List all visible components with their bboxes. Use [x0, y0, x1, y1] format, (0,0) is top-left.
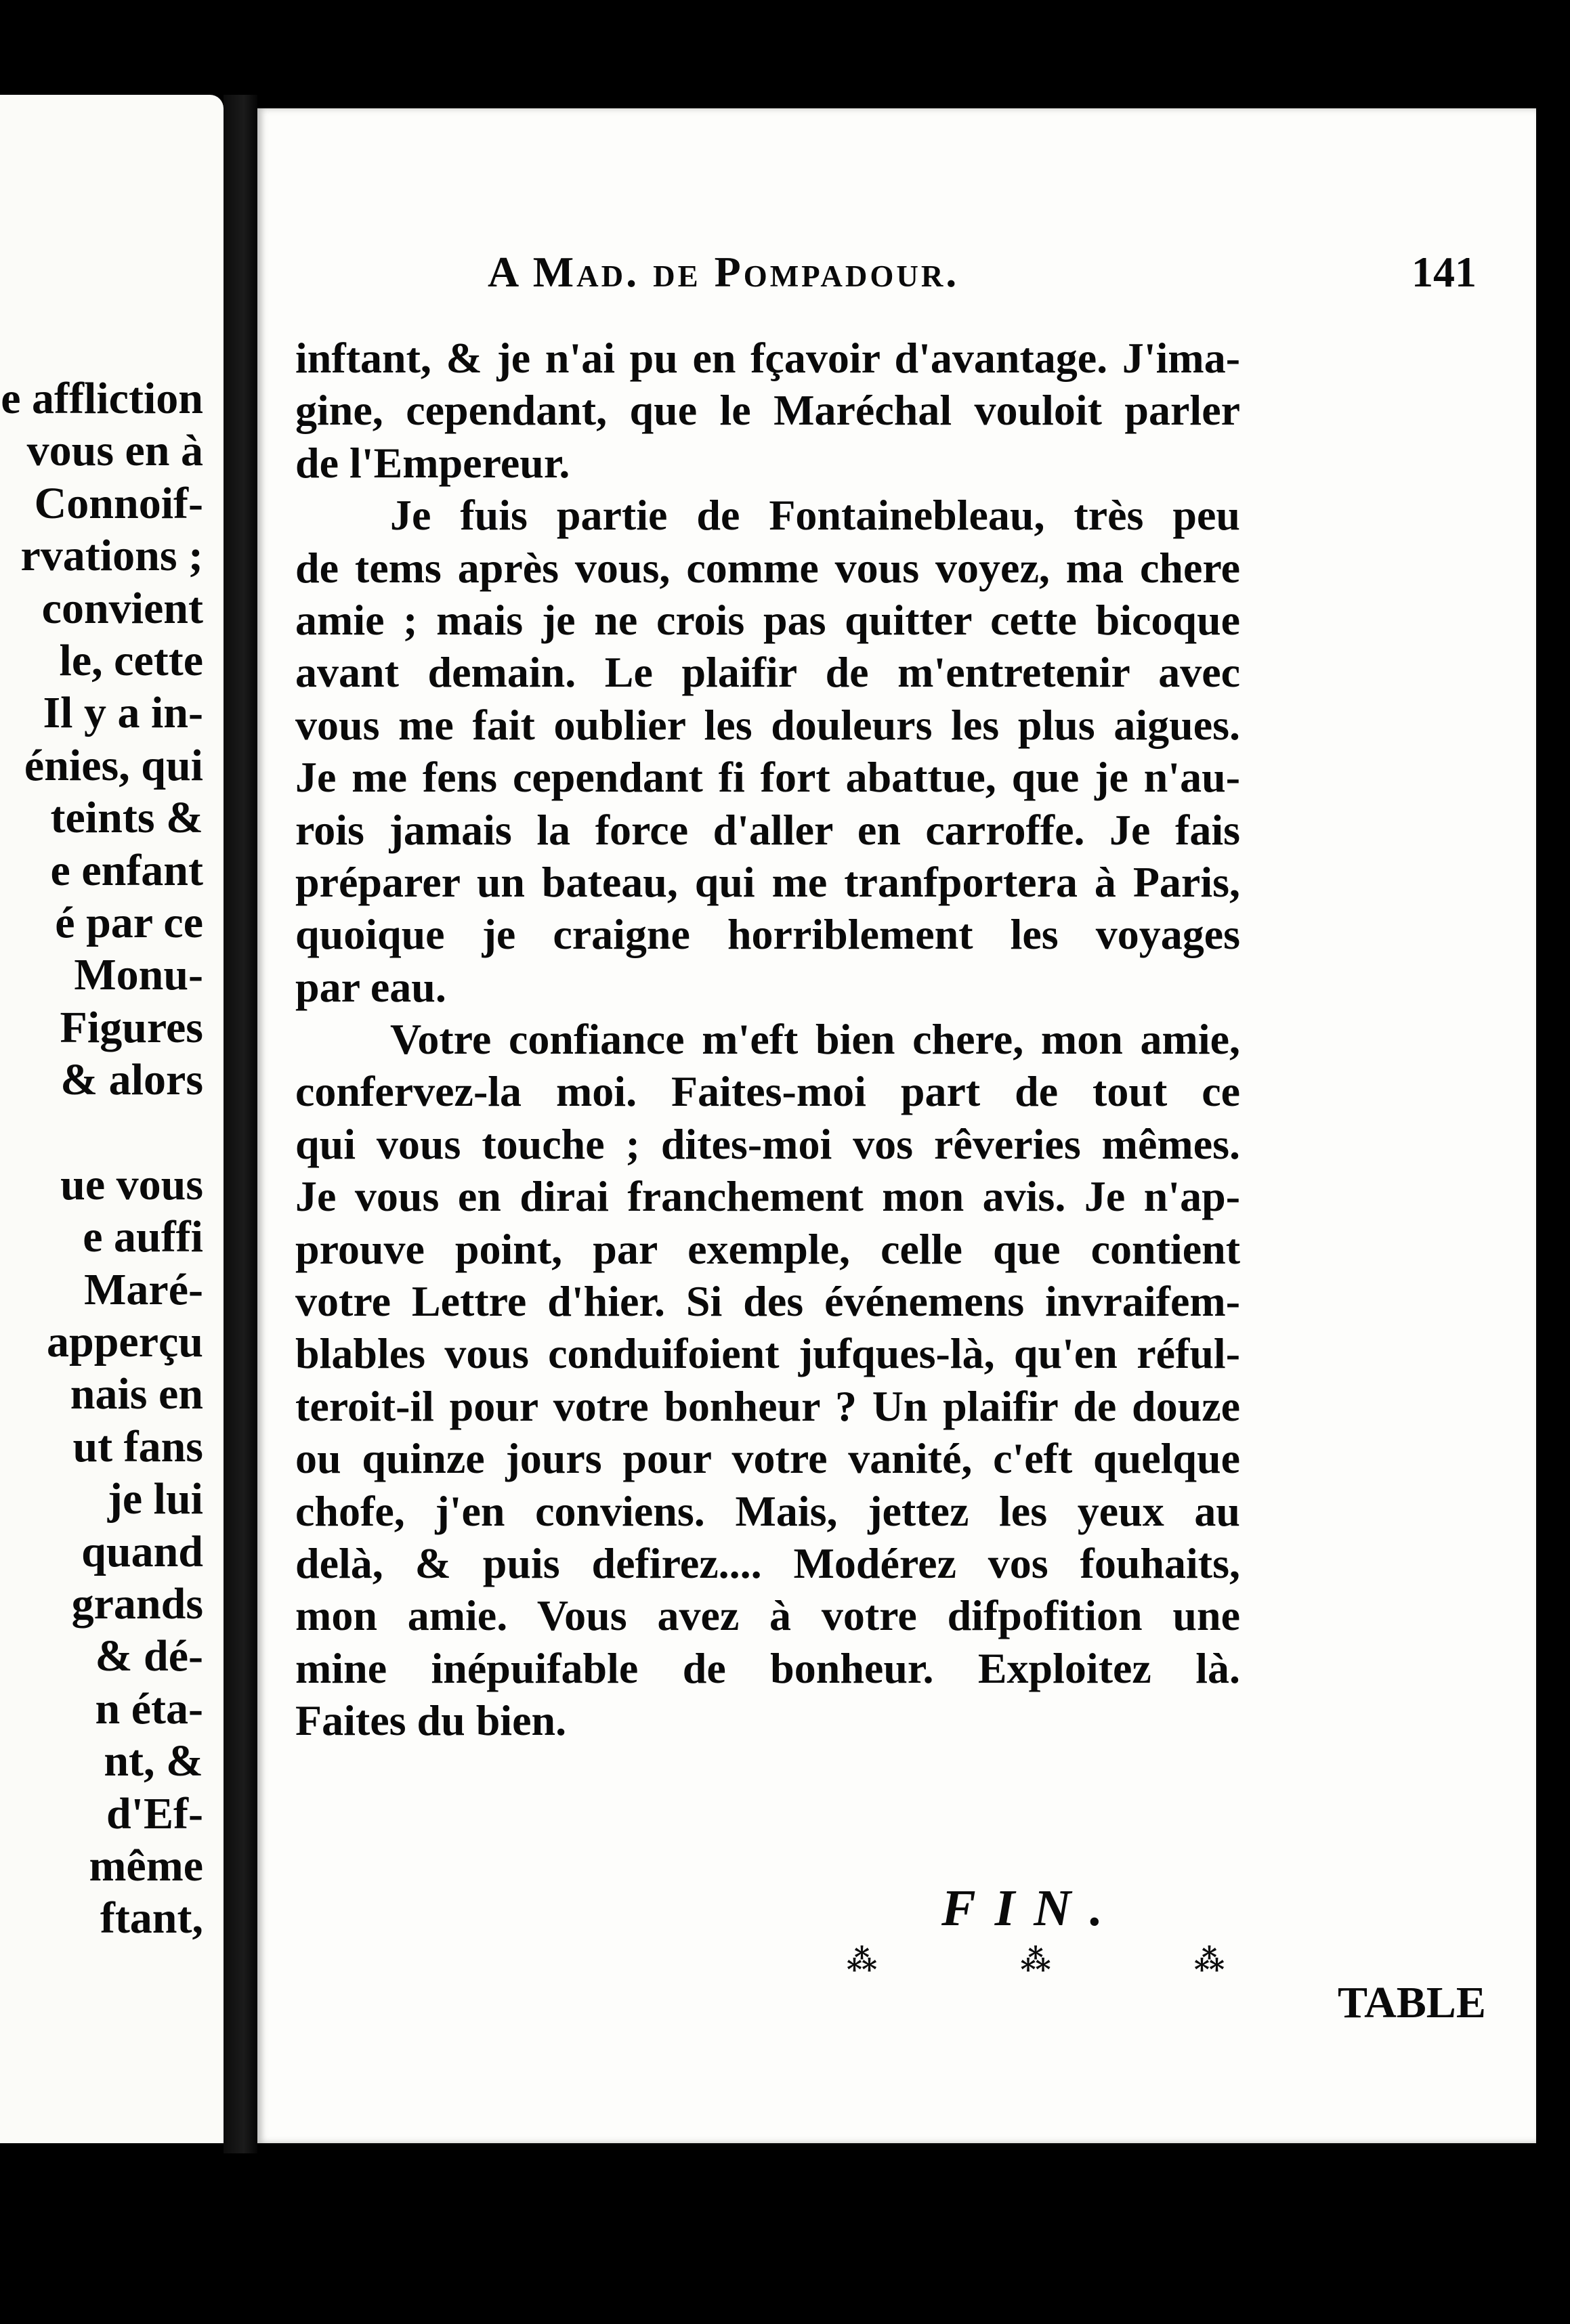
left-line: le, cette [59, 635, 203, 685]
left-line: vous en à [26, 426, 203, 476]
left-line: Monu- [74, 950, 203, 1000]
text-line: inftant, & je n'ai pu en fçavoir d'avantage. J'ima- [295, 334, 1240, 382]
left-page [0, 95, 224, 2143]
left-line: même [89, 1841, 203, 1891]
left-line: n éta- [95, 1683, 203, 1734]
left-line: je lui [107, 1474, 203, 1524]
text-line: votre Lettre d'hier. Si des événemens invraifem- [295, 1277, 1240, 1326]
left-line: Connoif- [34, 478, 203, 528]
text-line: avant demain. Le plaifir de m'entretenir avec [295, 648, 1240, 697]
asterism-ornament: ⁂ [1020, 1944, 1053, 1977]
text-line: Je fuis partie de Fontainebleau, très peu [390, 491, 1240, 540]
fin-heading: FIN. [941, 1880, 1122, 1937]
text-line: Faites du bien. [295, 1696, 567, 1745]
text-line: mon amie. Vous avez à votre difpofition une [295, 1591, 1240, 1640]
left-line: & alors [60, 1055, 203, 1105]
running-head [488, 247, 1477, 308]
left-line: quand [81, 1526, 203, 1576]
body-text [295, 332, 1240, 1747]
text-line: quoique je craigne horriblement les voyages [295, 910, 1240, 959]
left-line: ftant, [100, 1893, 203, 1943]
left-line: e enfant [50, 845, 203, 895]
text-line: gine, cependant, que le Maréchal vouloit parler [295, 386, 1240, 435]
left-line: & dé- [95, 1631, 203, 1681]
left-line: ut fans [72, 1421, 203, 1471]
left-line: e affliction [1, 374, 203, 423]
text-line: qui vous touche ; dites-moi vos rêveries mêmes. [295, 1119, 1240, 1168]
left-page-text [0, 372, 203, 1945]
text-line: mine inépuifable de bonheur. Exploitez là. [295, 1643, 1240, 1692]
left-line: nt, & [104, 1736, 203, 1786]
left-line: apperçu [47, 1317, 203, 1367]
left-line: nais en [70, 1369, 203, 1419]
text-line: vous me fait oublier les douleurs les plus aigues. [295, 700, 1240, 749]
running-title: A Mad. de Pompadour. [488, 248, 960, 296]
text-line: préparer un bateau, qui me tranfportera à Paris, [295, 857, 1240, 906]
text-line: Je me fens cependant fi fort abattue, que je n'au- [295, 753, 1240, 802]
text-line: de l'Empereur. [295, 438, 570, 487]
text-line: par eau. [295, 962, 446, 1011]
left-line: Il y a in- [43, 688, 203, 738]
text-line: blables vous conduifoient jufques-là, qu'en réful- [295, 1329, 1240, 1378]
left-line: é par ce [55, 897, 203, 947]
ornament-row [847, 1943, 1226, 1978]
text-line: teroit-il pour votre bonheur ? Un plaifir de douze [295, 1381, 1240, 1430]
left-line: Figures [60, 1002, 203, 1052]
text-line: amie ; mais je ne crois pas quitter cette bicoque [295, 595, 1240, 644]
left-line: d'Ef- [106, 1788, 203, 1838]
text-line: delà, & puis defirez.... Modérez vos fouhaits, [295, 1538, 1240, 1587]
left-line: e auffi [83, 1212, 203, 1262]
left-line: rvations ; [20, 531, 203, 581]
text-line: de tems après vous, comme vous voyez, ma chere [295, 543, 1240, 592]
text-line: Je vous en dirai franchement mon avis. Je n'ap- [295, 1172, 1240, 1221]
asterism-ornament: ⁂ [1193, 1944, 1226, 1977]
left-line: convient [41, 583, 203, 633]
left-line: Maré- [84, 1264, 203, 1314]
text-line: Votre confiance m'eft bien chere, mon amie, [390, 1015, 1240, 1064]
right-page [257, 108, 1536, 2143]
page-number: 141 [1412, 248, 1477, 296]
catchword: TABLE [1338, 1978, 1486, 2027]
text-line: rois jamais la force d'aller en carroffe. Je fais [295, 805, 1240, 854]
left-line: énies, qui [24, 740, 203, 790]
left-line: ue vous [60, 1159, 203, 1209]
left-line: grands [71, 1578, 203, 1629]
left-line: teints & [50, 793, 203, 843]
book-gutter [224, 95, 257, 2153]
asterism-ornament: ⁂ [847, 1944, 879, 1977]
text-line: prouve point, par exemple, celle que contient [295, 1224, 1240, 1273]
paragraph-gap [0, 1106, 203, 1158]
text-line: ou quinze jours pour votre vanité, c'eft quelque [295, 1434, 1240, 1483]
text-line: chofe, j'en conviens. Mais, jettez les yeux au [295, 1486, 1240, 1535]
text-line: confervez-la moi. Faites-moi part de tout ce [295, 1067, 1240, 1116]
